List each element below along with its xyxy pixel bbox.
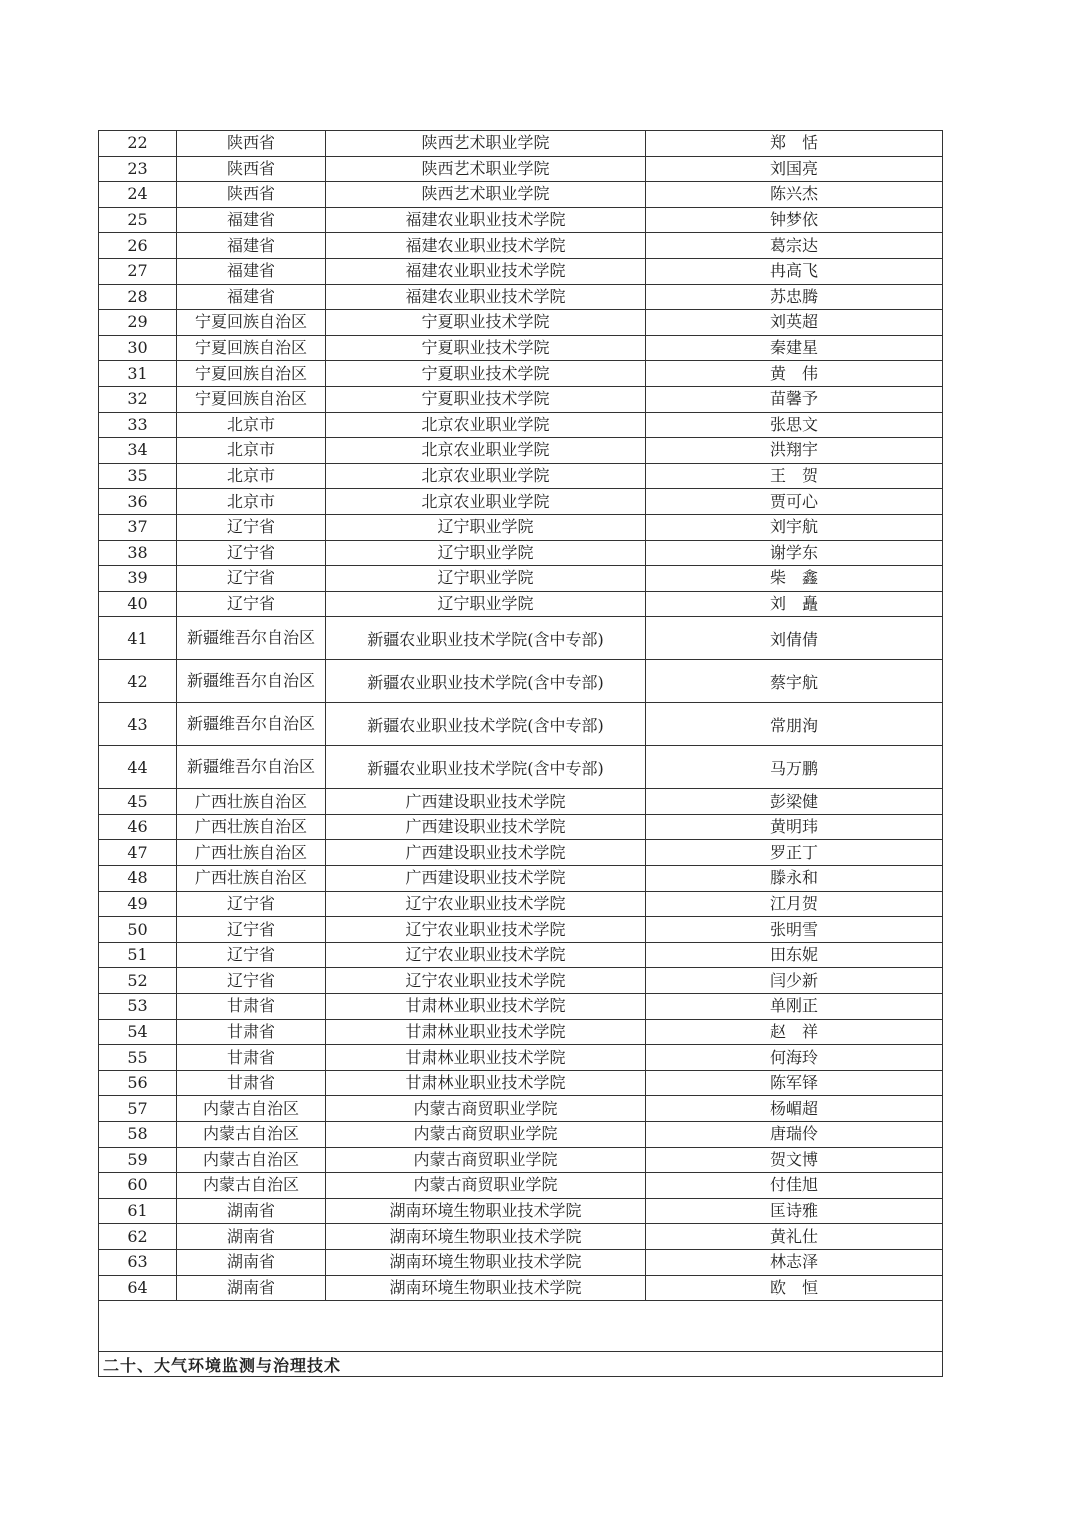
table-row <box>99 463 943 489</box>
row-number-cell: 49 <box>99 891 177 917</box>
province-cell: 甘肃省 <box>177 1019 326 1045</box>
school-cell: 广西建设职业技术学院 <box>326 840 646 866</box>
row-number-cell: 30 <box>99 335 177 361</box>
province-cell: 陕西省 <box>177 182 326 208</box>
table-row <box>99 412 943 438</box>
row-number-cell: 64 <box>99 1275 177 1301</box>
name-cell: 张明雪 <box>646 917 943 943</box>
table-row <box>99 1045 943 1071</box>
name-cell: 杨嵋超 <box>646 1096 943 1122</box>
table-row <box>99 182 943 208</box>
row-number-cell: 57 <box>99 1096 177 1122</box>
row-number-cell: 35 <box>99 463 177 489</box>
province-cell: 广西壮族自治区 <box>177 789 326 815</box>
table-row <box>99 840 943 866</box>
name-cell: 洪翔宇 <box>646 438 943 464</box>
name-cell: 王 贺 <box>646 463 943 489</box>
table-row <box>99 207 943 233</box>
table-row <box>99 891 943 917</box>
school-cell: 宁夏职业技术学院 <box>326 361 646 387</box>
province-cell: 湖南省 <box>177 1275 326 1301</box>
province-cell: 北京市 <box>177 412 326 438</box>
province-cell: 甘肃省 <box>177 1070 326 1096</box>
table-row <box>99 968 943 994</box>
province-cell: 内蒙古自治区 <box>177 1173 326 1199</box>
blank-row <box>99 1301 943 1352</box>
province-cell: 内蒙古自治区 <box>177 1147 326 1173</box>
row-number-cell: 36 <box>99 489 177 515</box>
row-number-cell: 59 <box>99 1147 177 1173</box>
table-row <box>99 942 943 968</box>
row-number-cell: 26 <box>99 233 177 259</box>
row-number-cell: 55 <box>99 1045 177 1071</box>
school-cell: 甘肃林业职业技术学院 <box>326 994 646 1020</box>
name-cell: 苏忠腾 <box>646 284 943 310</box>
row-number-cell: 29 <box>99 310 177 336</box>
name-cell: 刘 矗 <box>646 591 943 617</box>
province-cell: 陕西省 <box>177 156 326 182</box>
province-cell: 辽宁省 <box>177 540 326 566</box>
name-cell: 苗馨予 <box>646 386 943 412</box>
province-cell <box>177 617 326 660</box>
row-number-cell: 63 <box>99 1249 177 1275</box>
table-row <box>99 617 943 660</box>
row-number-cell: 22 <box>99 131 177 157</box>
table-row <box>99 703 943 746</box>
name-cell: 彭梁健 <box>646 789 943 815</box>
province-cell: 甘肃省 <box>177 1045 326 1071</box>
name-cell: 秦建星 <box>646 335 943 361</box>
province-cell: 湖南省 <box>177 1224 326 1250</box>
table-row <box>99 1198 943 1224</box>
school-cell: 内蒙古商贸职业学院 <box>326 1096 646 1122</box>
table-row <box>99 438 943 464</box>
name-cell: 罗正丁 <box>646 840 943 866</box>
school-cell: 北京农业职业学院 <box>326 438 646 464</box>
school-cell: 新疆农业职业技术学院(含中专部) <box>326 703 646 746</box>
school-cell: 北京农业职业学院 <box>326 489 646 515</box>
row-number-cell: 45 <box>99 789 177 815</box>
row-number-cell: 56 <box>99 1070 177 1096</box>
table-row <box>99 1122 943 1148</box>
row-number-cell: 50 <box>99 917 177 943</box>
row-number-cell: 60 <box>99 1173 177 1199</box>
name-cell: 何海玲 <box>646 1045 943 1071</box>
row-number-cell: 38 <box>99 540 177 566</box>
table-row <box>99 386 943 412</box>
name-cell: 刘倩倩 <box>646 617 943 660</box>
province-cell: 辽宁省 <box>177 968 326 994</box>
row-number-cell: 42 <box>99 660 177 703</box>
school-cell: 湖南环境生物职业技术学院 <box>326 1198 646 1224</box>
school-cell: 宁夏职业技术学院 <box>326 335 646 361</box>
province-cell: 福建省 <box>177 233 326 259</box>
awardee-table <box>98 130 943 1377</box>
name-cell: 郑 恬 <box>646 131 943 157</box>
school-cell: 广西建设职业技术学院 <box>326 789 646 815</box>
row-number-cell: 52 <box>99 968 177 994</box>
school-cell: 福建农业职业技术学院 <box>326 258 646 284</box>
table-row <box>99 361 943 387</box>
province-cell: 广西壮族自治区 <box>177 840 326 866</box>
name-cell: 林志泽 <box>646 1249 943 1275</box>
school-cell: 福建农业职业技术学院 <box>326 284 646 310</box>
name-cell: 匡诗雅 <box>646 1198 943 1224</box>
row-number-cell: 62 <box>99 1224 177 1250</box>
name-cell: 冉高飞 <box>646 258 943 284</box>
name-cell: 贺文博 <box>646 1147 943 1173</box>
school-cell: 辽宁农业职业技术学院 <box>326 917 646 943</box>
table-row <box>99 1249 943 1275</box>
table-row <box>99 1275 943 1301</box>
name-cell: 刘英超 <box>646 310 943 336</box>
row-number-cell: 51 <box>99 942 177 968</box>
name-cell: 陈兴杰 <box>646 182 943 208</box>
school-cell: 广西建设职业技术学院 <box>326 814 646 840</box>
school-cell: 北京农业职业学院 <box>326 463 646 489</box>
name-cell: 谢学东 <box>646 540 943 566</box>
table-row <box>99 1224 943 1250</box>
school-cell: 内蒙古商贸职业学院 <box>326 1173 646 1199</box>
name-cell: 田东妮 <box>646 942 943 968</box>
province-cell <box>177 660 326 703</box>
section-heading: 二十、大气环境监测与治理技术 <box>99 1352 943 1377</box>
name-cell: 唐瑞伶 <box>646 1122 943 1148</box>
row-number-cell: 37 <box>99 514 177 540</box>
province-text: 新疆维吾尔自治区 <box>186 757 315 777</box>
name-cell: 常朋洵 <box>646 703 943 746</box>
table-row <box>99 514 943 540</box>
row-number-cell: 27 <box>99 258 177 284</box>
school-cell: 甘肃林业职业技术学院 <box>326 1019 646 1045</box>
table-row <box>99 156 943 182</box>
row-number-cell: 40 <box>99 591 177 617</box>
row-number-cell: 47 <box>99 840 177 866</box>
province-cell <box>177 703 326 746</box>
row-number-cell: 28 <box>99 284 177 310</box>
name-cell: 付佳旭 <box>646 1173 943 1199</box>
province-cell: 北京市 <box>177 463 326 489</box>
province-cell: 辽宁省 <box>177 566 326 592</box>
table-row <box>99 258 943 284</box>
row-number-cell: 41 <box>99 617 177 660</box>
school-cell: 辽宁职业学院 <box>326 514 646 540</box>
province-cell: 福建省 <box>177 258 326 284</box>
province-text: 新疆维吾尔自治区 <box>186 671 315 691</box>
name-cell: 黄明玮 <box>646 814 943 840</box>
name-cell: 马万鹏 <box>646 746 943 789</box>
table-row <box>99 566 943 592</box>
province-cell: 北京市 <box>177 438 326 464</box>
name-cell: 滕永和 <box>646 866 943 892</box>
province-cell: 内蒙古自治区 <box>177 1096 326 1122</box>
school-cell: 辽宁农业职业技术学院 <box>326 942 646 968</box>
province-cell: 甘肃省 <box>177 994 326 1020</box>
province-cell: 内蒙古自治区 <box>177 1122 326 1148</box>
school-cell: 广西建设职业技术学院 <box>326 866 646 892</box>
school-cell: 辽宁职业学院 <box>326 540 646 566</box>
school-cell: 宁夏职业技术学院 <box>326 310 646 336</box>
province-cell: 辽宁省 <box>177 917 326 943</box>
row-number-cell: 34 <box>99 438 177 464</box>
table-body <box>99 131 943 1301</box>
row-number-cell: 39 <box>99 566 177 592</box>
school-cell: 辽宁职业学院 <box>326 566 646 592</box>
school-cell: 陕西艺术职业学院 <box>326 156 646 182</box>
name-cell: 刘国亮 <box>646 156 943 182</box>
table-row <box>99 660 943 703</box>
name-cell: 黄 伟 <box>646 361 943 387</box>
row-number-cell: 43 <box>99 703 177 746</box>
province-cell: 湖南省 <box>177 1198 326 1224</box>
name-cell: 欧 恒 <box>646 1275 943 1301</box>
row-number-cell: 23 <box>99 156 177 182</box>
school-cell: 新疆农业职业技术学院(含中专部) <box>326 746 646 789</box>
row-number-cell: 46 <box>99 814 177 840</box>
name-cell: 单刚正 <box>646 994 943 1020</box>
school-cell: 甘肃林业职业技术学院 <box>326 1045 646 1071</box>
row-number-cell: 58 <box>99 1122 177 1148</box>
province-cell: 广西壮族自治区 <box>177 866 326 892</box>
province-cell: 福建省 <box>177 284 326 310</box>
province-text: 新疆维吾尔自治区 <box>186 714 315 734</box>
table-row <box>99 1019 943 1045</box>
name-cell: 蔡宇航 <box>646 660 943 703</box>
name-cell: 刘宇航 <box>646 514 943 540</box>
school-cell: 内蒙古商贸职业学院 <box>326 1122 646 1148</box>
table-row <box>99 1173 943 1199</box>
row-number-cell: 33 <box>99 412 177 438</box>
name-cell: 赵 祥 <box>646 1019 943 1045</box>
table-row <box>99 489 943 515</box>
school-cell: 福建农业职业技术学院 <box>326 207 646 233</box>
name-cell: 闫少新 <box>646 968 943 994</box>
table-row <box>99 814 943 840</box>
school-cell: 新疆农业职业技术学院(含中专部) <box>326 660 646 703</box>
section-heading-row <box>99 1352 943 1377</box>
school-cell: 辽宁职业学院 <box>326 591 646 617</box>
school-cell: 湖南环境生物职业技术学院 <box>326 1249 646 1275</box>
province-cell: 宁夏回族自治区 <box>177 361 326 387</box>
school-cell: 宁夏职业技术学院 <box>326 386 646 412</box>
school-cell: 陕西艺术职业学院 <box>326 182 646 208</box>
table-row <box>99 1147 943 1173</box>
school-cell: 辽宁农业职业技术学院 <box>326 891 646 917</box>
school-cell: 湖南环境生物职业技术学院 <box>326 1224 646 1250</box>
name-cell: 葛宗达 <box>646 233 943 259</box>
province-cell: 福建省 <box>177 207 326 233</box>
province-cell: 宁夏回族自治区 <box>177 310 326 336</box>
name-cell: 柴 鑫 <box>646 566 943 592</box>
row-number-cell: 61 <box>99 1198 177 1224</box>
name-cell: 黄礼仕 <box>646 1224 943 1250</box>
table-row <box>99 1096 943 1122</box>
table-row <box>99 789 943 815</box>
name-cell: 钟梦依 <box>646 207 943 233</box>
blank-cell <box>99 1301 943 1352</box>
province-cell: 辽宁省 <box>177 591 326 617</box>
province-cell: 辽宁省 <box>177 942 326 968</box>
table-row <box>99 310 943 336</box>
table-row <box>99 746 943 789</box>
table-row <box>99 335 943 361</box>
table-row <box>99 866 943 892</box>
province-cell: 辽宁省 <box>177 891 326 917</box>
school-cell: 新疆农业职业技术学院(含中专部) <box>326 617 646 660</box>
table-row <box>99 233 943 259</box>
row-number-cell: 53 <box>99 994 177 1020</box>
table-row <box>99 284 943 310</box>
name-cell: 张思文 <box>646 412 943 438</box>
school-cell: 陕西艺术职业学院 <box>326 131 646 157</box>
school-cell: 湖南环境生物职业技术学院 <box>326 1275 646 1301</box>
row-number-cell: 48 <box>99 866 177 892</box>
province-cell: 宁夏回族自治区 <box>177 386 326 412</box>
province-cell: 广西壮族自治区 <box>177 814 326 840</box>
table-row <box>99 1070 943 1096</box>
school-cell: 甘肃林业职业技术学院 <box>326 1070 646 1096</box>
row-number-cell: 24 <box>99 182 177 208</box>
table-row <box>99 591 943 617</box>
row-number-cell: 25 <box>99 207 177 233</box>
province-cell: 辽宁省 <box>177 514 326 540</box>
row-number-cell: 54 <box>99 1019 177 1045</box>
row-number-cell: 31 <box>99 361 177 387</box>
school-cell: 福建农业职业技术学院 <box>326 233 646 259</box>
province-cell <box>177 746 326 789</box>
province-cell: 陕西省 <box>177 131 326 157</box>
province-cell: 北京市 <box>177 489 326 515</box>
table-row <box>99 994 943 1020</box>
name-cell: 贾可心 <box>646 489 943 515</box>
province-cell: 宁夏回族自治区 <box>177 335 326 361</box>
name-cell: 陈军铎 <box>646 1070 943 1096</box>
province-text: 新疆维吾尔自治区 <box>186 628 315 648</box>
row-number-cell: 32 <box>99 386 177 412</box>
province-cell: 湖南省 <box>177 1249 326 1275</box>
row-number-cell: 44 <box>99 746 177 789</box>
name-cell: 江月贺 <box>646 891 943 917</box>
school-cell: 内蒙古商贸职业学院 <box>326 1147 646 1173</box>
table-row <box>99 131 943 157</box>
table-row <box>99 540 943 566</box>
school-cell: 辽宁农业职业技术学院 <box>326 968 646 994</box>
school-cell: 北京农业职业学院 <box>326 412 646 438</box>
table-row <box>99 917 943 943</box>
